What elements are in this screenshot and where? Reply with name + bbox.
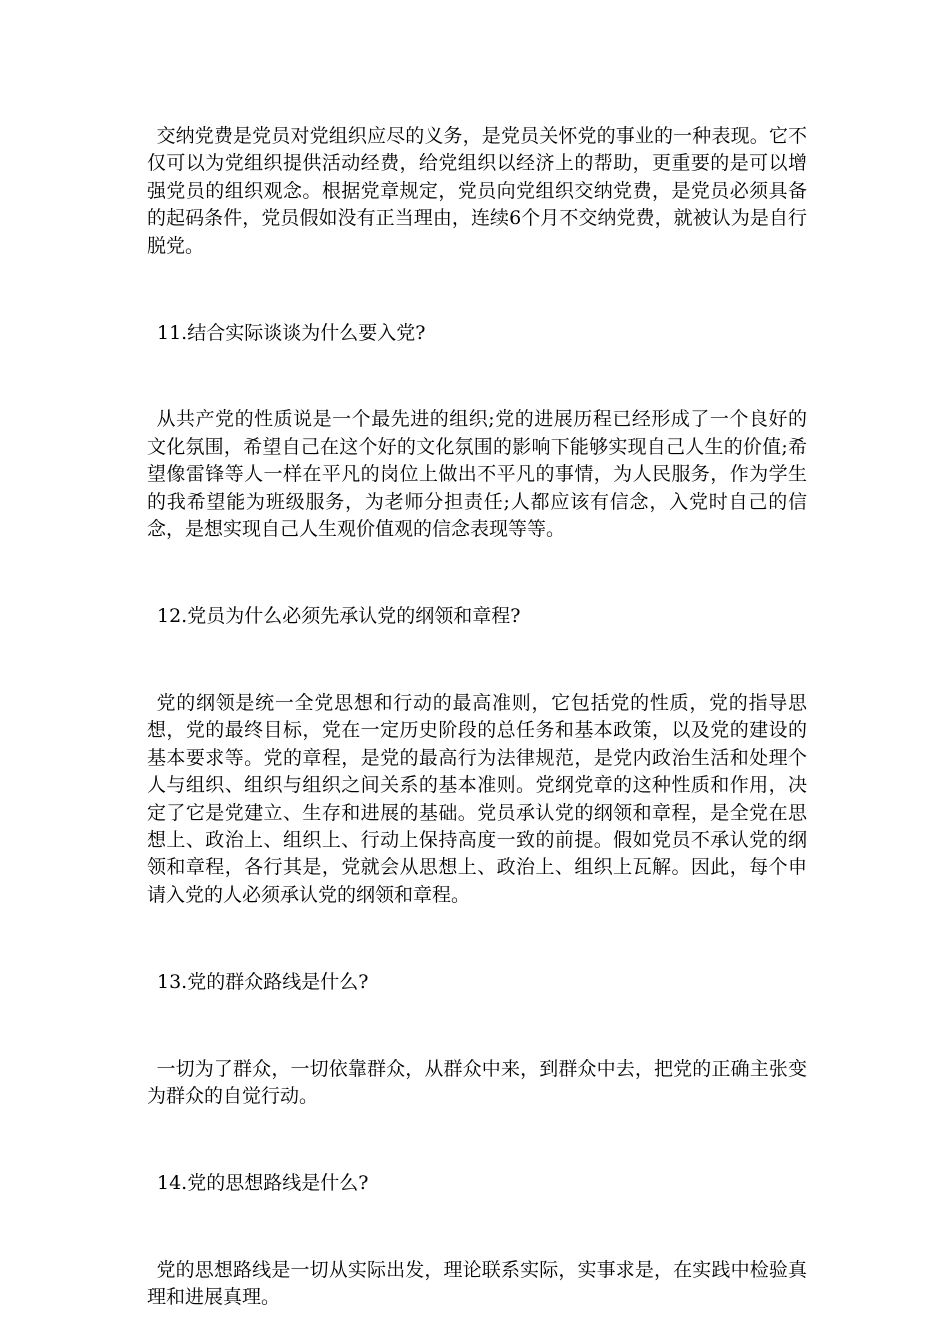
question-12: 12.党员为什么必须先承认党的纲领和章程? [157, 605, 521, 628]
question-11: 11.结合实际谈谈为什么要入党? [157, 322, 426, 345]
answer-paragraph-14: 党的思想路线是一切从实际出发，理论联系实际，实事求是，在实践中检验真理和进展真理。 [147, 1258, 807, 1309]
question-14: 14.党的思想路线是什么? [157, 1172, 369, 1195]
answer-paragraph-party-dues: 交纳党费是党员对党组织应尽的义务，是党员关怀党的事业的一种表现。它不仅可以为党组织提供活动经费，给党组织以经济上的帮助，更重要的是可以增强党员的组织观念。根据党章规定，党员向党组织交纳党费，是党员必须具备的起码条件，党员假如没有正当理由，连续6个月不交纳党费，就被认为是自行脱党。 [147, 125, 807, 257]
question-13: 13.党的群众路线是什么? [157, 971, 369, 994]
document-page [147, 123, 807, 1312]
answer-paragraph-12: 党的纲领是统一全党思想和行动的最高准则，它包括党的性质，党的指导思想，党的最终目标，党在一定历史阶段的总任务和基本政策，以及党的建设的基本要求等。党的章程，是党的最高行为法律规范，是党内政治生活和处理个人与组织、组织与组织之间关系的基本准则。党纲党章的这种性质和作用，决定了它是党建立、生存和进展的基础。党员承认党的纲领和章程，是全党在思想上、政治上、组织上、行动上保持高度一致的前提。假如党员不承认党的纲领和章程，各行其是，党就会从思想上、政治上、组织上瓦解。因此，每个申请入党的人必须承认党的纲领和章程。 [147, 691, 807, 906]
answer-paragraph-13: 一切为了群众，一切依靠群众，从群众中来，到群众中去，把党的正确主张变为群众的自觉行动。 [147, 1057, 807, 1107]
answer-paragraph-11: 从共产党的性质说是一个最先进的组织;党的进展历程已经形成了一个良好的文化氛围，希望自己在这个好的文化氛围的影响下能够实现自己人生的价值;希望像雷锋等人一样在平凡的岗位上做出不平凡的事情，为人民服务，作为学生的我希望能为班级服务，为老师分担责任;人都应该有信念，入党时自己的信念，是想实现自己人生观价值观的信念表现等等。 [147, 408, 807, 541]
